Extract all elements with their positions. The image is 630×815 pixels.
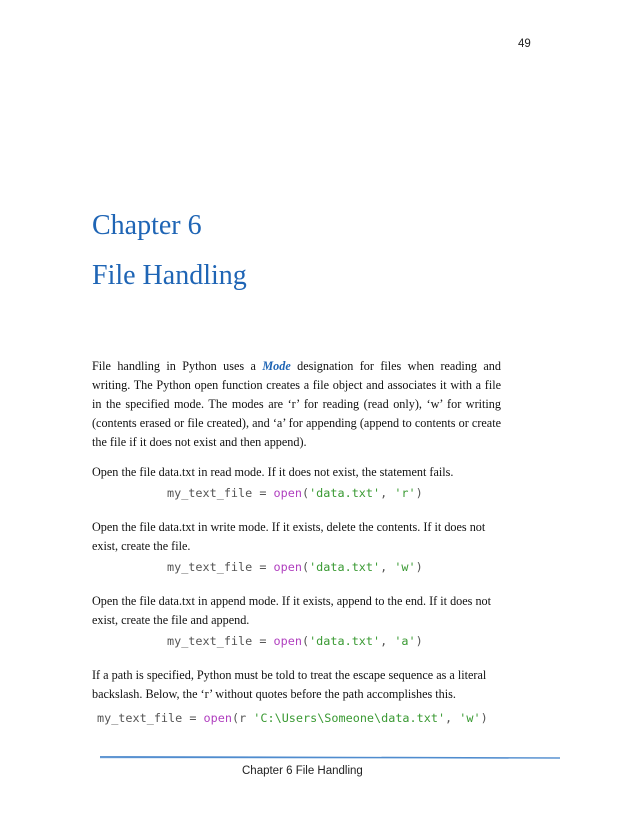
code-paren: )	[480, 711, 488, 725]
code-paren: (	[301, 486, 310, 500]
footer-chapter-title: Chapter 6 File Handling	[242, 765, 363, 777]
raw-path-description: If a path is specified, Python must be told to treat the escape sequence as a literal backslash. Below, the ‘r’ without quotes before the path accomplishes this.	[92, 668, 487, 701]
code-string: 'data.txt'	[309, 560, 381, 574]
code-string: 'C:\Users\Someone\data.txt'	[253, 711, 446, 725]
code-variable: my_text_file	[167, 634, 253, 648]
code-function: open	[203, 711, 232, 725]
code-operator: =	[252, 634, 274, 648]
code-paren: )	[415, 486, 423, 500]
code-separator: ,	[380, 634, 395, 648]
code-paren: (r	[231, 711, 254, 725]
raw-path-code	[97, 710, 501, 727]
intro-text-after: designation for files when reading and writing. The Python open function creates a file object and associates it with a file in the specified mode. The modes are ‘r’ for reading (read only), ‘w’ for writing (contents erased or file created), and ‘a’ for appending (append to contents or create the file if it does not exist and then append).	[92, 359, 501, 449]
code-function: open	[273, 560, 302, 574]
code-paren: (	[301, 634, 310, 648]
code-string: 'r'	[394, 486, 416, 500]
code-separator: ,	[380, 560, 395, 574]
code-string: 'w'	[394, 560, 416, 574]
code-operator: =	[252, 486, 274, 500]
code-variable: my_text_file	[97, 711, 183, 725]
code-paren: (	[301, 560, 310, 574]
code-function: open	[273, 634, 302, 648]
code-separator: ,	[445, 711, 460, 725]
write-mode-code	[167, 559, 501, 576]
code-variable: my_text_file	[167, 486, 253, 500]
intro-paragraph	[92, 357, 501, 452]
code-paren: )	[415, 560, 423, 574]
code-operator: =	[252, 560, 274, 574]
chapter-title: File Handling	[92, 260, 247, 291]
read-mode-code	[167, 485, 501, 502]
chapter-label: Chapter 6	[92, 210, 202, 241]
code-string: 'data.txt'	[309, 634, 381, 648]
code-operator: =	[182, 711, 204, 725]
append-mode-description: Open the file data.txt in append mode. If it exists, append to the end. If it does not exist, create the file and append.	[92, 594, 492, 627]
code-variable: my_text_file	[167, 560, 253, 574]
mode-emphasis: Mode	[262, 359, 291, 373]
code-separator: ,	[380, 486, 395, 500]
append-mode-code	[167, 633, 501, 650]
body-content	[92, 357, 501, 743]
write-mode-description: Open the file data.txt in write mode. If it exists, delete the contents. If it does not exist, create the file.	[92, 520, 486, 553]
code-function: open	[273, 486, 302, 500]
code-string: 'data.txt'	[309, 486, 381, 500]
footer-rule	[100, 752, 560, 764]
code-string: 'w'	[459, 711, 481, 725]
code-string: 'a'	[394, 634, 416, 648]
read-mode-description: Open the file data.txt in read mode. If it does not exist, the statement fails.	[92, 465, 454, 479]
code-paren: )	[415, 634, 423, 648]
intro-text-before: File handling in Python uses a	[92, 359, 263, 373]
page-number: 49	[518, 38, 531, 50]
